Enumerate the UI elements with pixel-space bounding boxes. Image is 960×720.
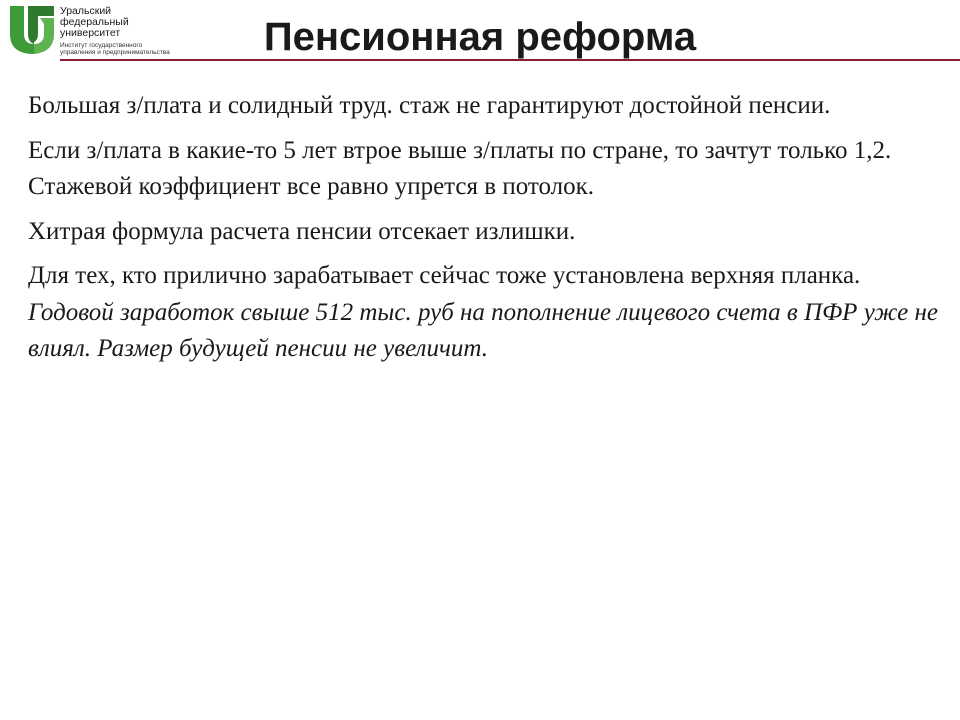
logo-line-2: федеральный (60, 16, 129, 28)
title-underline (60, 59, 960, 61)
slide-body (28, 88, 938, 376)
paragraph-4-text: Для тех, кто прилично зарабатывает сейчас тоже установлена верхняя планка. (28, 262, 861, 289)
paragraph-4 (28, 258, 938, 368)
logo-line-1: Уральский (60, 5, 112, 17)
paragraph-3: Хитрая формула расчета пенсии отсекает излишки. (28, 217, 576, 245)
paragraph-1: Большая з/плата и солидный труд. стаж не гарантируют достойной пенсии. (28, 92, 831, 119)
logo-subline-1: Институт государственного (60, 42, 143, 49)
paragraph-4-italic: Годовой заработок свыше 512 тыс. руб на пополнение лицевого счета в ПФР уже не влиял. Размер будущей пенсии не увеличит. (28, 298, 938, 362)
slide-title: Пенсионная реформа (263, 15, 697, 59)
logo-subline-2: управления и предпринимательства (60, 49, 170, 56)
logo-line-3: университет (60, 27, 121, 39)
paragraph-2: Если з/плата в какие-то 5 лет втрое выше з/платы по стране, то зачтут только 1,2. Стажевой коэффициент все равно упрется в потолок. (28, 136, 892, 200)
